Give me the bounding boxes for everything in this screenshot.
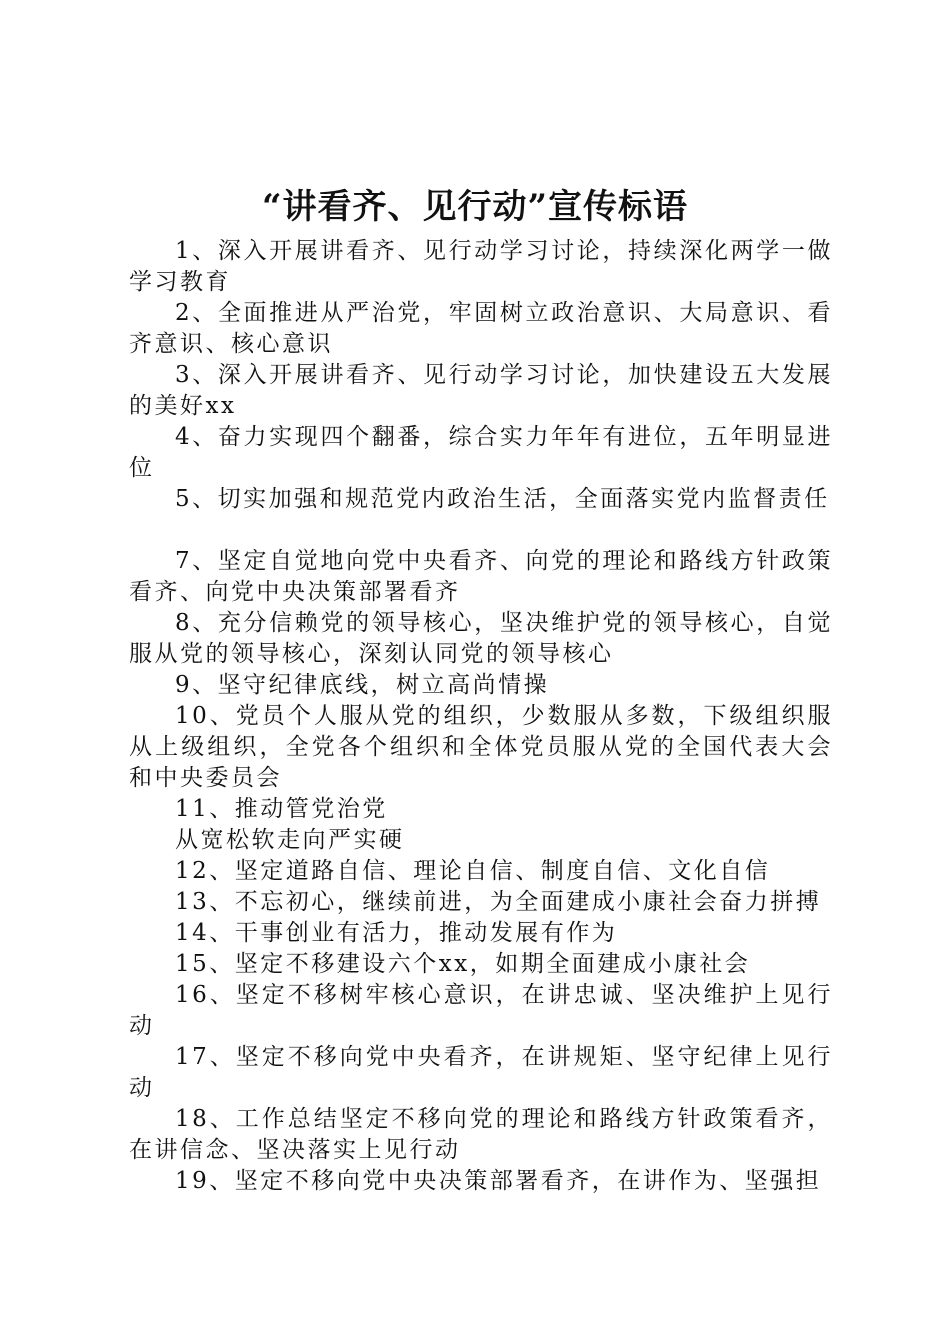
slogan-paragraph: 13、不忘初心，继续前进，为全面建成小康社会奋力拼搏 xyxy=(175,889,822,915)
slogan-paragraph: 8、充分信赖党的领导核心，坚决维护党的领导核心，自觉服从党的领导核心，深刻认同党的领导核心 xyxy=(129,610,833,667)
slogan-paragraph: 18、工作总结坚定不移向党的理论和路线方针政策看齐，在讲信念、坚决落实上见行动 xyxy=(129,1106,833,1163)
slogan-paragraph: 12、坚定道路自信、理论自信、制度自信、文化自信 xyxy=(175,858,771,884)
slogan-paragraph: 4、奋力实现四个翻番，综合实力年年有进位，五年明显进位 xyxy=(129,424,833,481)
slogan-paragraph: 17、坚定不移向党中央看齐，在讲规矩、坚守纪律上见行动 xyxy=(129,1044,833,1101)
slogan-paragraph: 14、干事创业有活力，推动发展有作为 xyxy=(175,920,618,946)
slogan-paragraph: 1、深入开展讲看齐、见行动学习讨论，持续深化两学一做学习教育 xyxy=(129,238,833,295)
slogan-paragraph: 3、深入开展讲看齐、见行动学习讨论，加快建设五大发展的美好xx xyxy=(129,362,833,419)
slogan-paragraph: 19、坚定不移向党中央决策部署看齐，在讲作为、坚强担 xyxy=(175,1168,822,1194)
slogan-paragraph: 从宽松软走向严实硬 xyxy=(175,827,405,853)
document-body xyxy=(129,236,833,1197)
slogan-paragraph: 5、切实加强和规范党内政治生活，全面落实党内监督责任 xyxy=(175,486,830,512)
slogan-paragraph: 7、坚定自觉地向党中央看齐、向党的理论和路线方针政策看齐、向党中央决策部署看齐 xyxy=(129,548,833,605)
slogan-paragraph: 2、全面推进从严治党，牢固树立政治意识、大局意识、看齐意识、核心意识 xyxy=(129,300,833,357)
document-title: “讲看齐、见行动”宣传标语 xyxy=(261,187,689,227)
slogan-paragraph: 11、推动管党治党 xyxy=(175,796,388,822)
slogan-paragraph: 15、坚定不移建设六个xx，如期全面建成小康社会 xyxy=(175,951,751,977)
slogan-paragraph: 10、党员个人服从党的组织，少数服从多数，下级组织服从上级组织，全党各个组织和全体党员服从党的全国代表大会和中央委员会 xyxy=(129,703,833,791)
slogan-paragraph: 9、坚守纪律底线，树立高尚情操 xyxy=(175,672,550,698)
slogan-paragraph: 16、坚定不移树牢核心意识，在讲忠诚、坚决维护上见行动 xyxy=(129,982,833,1039)
